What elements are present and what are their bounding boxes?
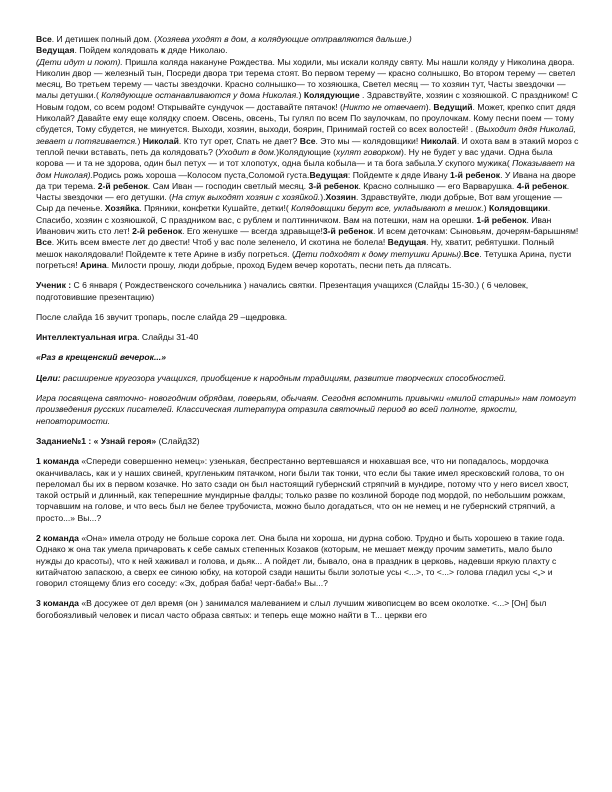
text-run: . Ну, хватит, ребятушки. Полный мешок наколядовали! Пойдемте к тете Арине в избу погреться. (: [36, 237, 555, 259]
emphasis-run: Интеллектуальная игра: [36, 332, 138, 343]
text-run: . И детишек полный дом. (: [51, 34, 157, 44]
emphasis-run: хулят говорком: [336, 146, 402, 157]
text-run: . Пряники, конфетки Кушайте, детки!(: [139, 203, 292, 214]
text-run: . И всем деточкам: Сыновьям, дочерям-барышням!: [372, 226, 579, 237]
emphasis-run: Хозяин: [325, 192, 357, 203]
text-run: ).: [320, 192, 326, 203]
emphasis-run: Николай: [420, 135, 457, 146]
emphasis-run: 1 команда: [36, 456, 79, 467]
text-run: . Здравствуйте, хозяин с хозяюшкой. С праздником! С Новым годом, со всем родом! Открывайте сундучок — доставайте пятачок! (: [36, 90, 578, 112]
emphasis-run: Ведущая: [36, 45, 75, 56]
emphasis-run: 3-й ребенок: [308, 180, 359, 191]
emphasis-run: Цели:: [36, 372, 61, 383]
emphasis-run: к: [160, 45, 166, 56]
emphasis-run: Все: [463, 248, 480, 259]
emphasis-run: Все: [36, 34, 52, 44]
paragraph: [36, 312, 580, 323]
emphasis-run: Выходит дядя Николай, зевает и потягивается.: [36, 124, 576, 146]
paragraph: [36, 533, 580, 589]
text-run: . Пойдем колядовать: [74, 45, 161, 56]
text-run: . Милости прошу, люди добрые, проход Будем вечер коротать, песни петь да плясать.: [106, 259, 452, 270]
emphasis-run: Уходит в дом.: [218, 146, 277, 157]
emphasis-run: 2-й ребенок: [132, 226, 183, 237]
paragraph-spacer: [36, 271, 580, 280]
text-run: .: [461, 248, 464, 259]
paragraph: [36, 373, 580, 384]
text-run: ): [137, 135, 143, 146]
emphasis-run: Арина: [79, 259, 107, 270]
emphasis-run: 3 команда: [36, 598, 79, 609]
text-run: . Может, крепко спит дядя Николай? Давайте ему еще колядку споем. Овсень, овсень, Ты гулял по всем По заулочкам, по проулочкам. Кому песни поем — тому сбудется, Тому сбудется, не минуется. Выходи, хозяин, выходи, боярин, Принимай гостей со всех волостей! . (: [36, 101, 576, 135]
text-run: . У Ивана на дворе да три терема.: [36, 169, 576, 191]
emphasis-run: Хозяйка: [104, 203, 140, 214]
paragraph-spacer: [36, 384, 580, 393]
paragraph: [36, 456, 580, 524]
text-run: . И охота вам в этакий мороз с теплой печки вставать, петь да колядовать? (: [36, 135, 579, 157]
text-run: Пришла коляда накануне Рождества. Мы ходили, мы искали коляду святу. Мы нашли коляду у Николина двора. Николин двор — железный тын, Посреди двора три терема стоят. Во первом терему — красно солнышко, Во втором терему — светел месяц, Во третьем терему — часты звездочки. Красно солнышко— то хозяюшка, Светел месяц — то хозяин тут, Часты звездочки — малы детушки.(: [36, 56, 576, 101]
paragraph-spacer: [36, 447, 580, 456]
paragraph: [36, 598, 580, 621]
text-run: С 6 января ( Рождественского сочельника ) начались святки. Презентация учащихся (Слайды 15-30.) ( 6 человек, подготовившие презентацию): [36, 280, 529, 302]
text-run: . Спасибо, хозяин с хозяюшкой, С праздником вас, с рублем и полтинничком. Вам на потешки, нам на орешки.: [36, 203, 551, 225]
paragraph-spacer: [36, 427, 580, 436]
paragraph-spacer: [36, 589, 580, 598]
text-run: . Часты звездочки — его детушки. (: [36, 180, 570, 203]
emphasis-run: Дети подходят к дому тетушки Арины): [294, 248, 462, 259]
paragraph: [36, 436, 580, 447]
emphasis-run: Ученик :: [36, 280, 72, 291]
emphasis-run: «Раз в крещенский вечерок...»: [36, 352, 166, 363]
emphasis-run: Колядующие: [303, 90, 360, 101]
emphasis-run: На стук выходят хозяин с хозяйкой.: [171, 192, 321, 203]
emphasis-run: Ведущий: [433, 101, 473, 112]
emphasis-run: расширение кругозора учащихся, приобщение к народным традициям, развитие творческих способностей.: [60, 372, 507, 383]
text-run: . Кто тут орет, Спать не дает?: [178, 135, 300, 146]
text-run: )Колядующие (: [276, 146, 337, 157]
text-run: . Тетушка Арина, пусти погреться!: [36, 248, 572, 270]
emphasis-run: 1-й ребенок: [476, 214, 527, 225]
emphasis-run: Ведущая: [387, 237, 427, 248]
emphasis-run: 3-й ребенок: [322, 226, 373, 237]
text-run: ). Ну не будет у вас удачи. Одна была корова — и та не здорова, один был петух — и тот хлопотух, одна была кобыла— и та бога забыла.У скупого мужика(: [36, 146, 553, 169]
text-run: дяде Николаю.: [165, 45, 228, 56]
emphasis-run: Ведущая: [309, 169, 348, 180]
emphasis-run: Все: [299, 135, 316, 146]
emphasis-run: 4-й ребенок: [516, 180, 567, 191]
text-run: «В досужее от дел время (он ) занимался малеванием и слыл лучшим живописцем во всем околотке. <...> [Он] был богобоязливый человек и писал часто образа святых: и теперь еще можно найти в Т... церкви его: [36, 598, 547, 620]
text-run: . Жить всем вместе лет до двести! Чтоб у вас поле зеленело, И скотина не болела!: [51, 237, 388, 248]
emphasis-run: Игра посвящена святочно- новогодним обрядам, поверьям, обычаям. Сегодня вспомнить привычки «милой старины» нам помогут произведения русских писателей. Классическая литература отразила святочный период во всей полноте, яркости, неповторимости.: [36, 393, 577, 426]
text-run: . Сам Иван — господин светлый месяц.: [147, 180, 309, 191]
text-run: После слайда 16 звучит тропарь, после слайда 29 –щедровка.: [36, 311, 288, 322]
text-run: (Слайд32): [156, 435, 200, 446]
paragraph-spacer: [36, 524, 580, 533]
text-run: . Здравствуйте, люди добрые, Вот вам угощение — Сыр да печенье.: [36, 192, 563, 214]
emphasis-run: Все: [36, 237, 52, 248]
emphasis-run: Показывает на дом Николая).: [36, 158, 575, 180]
paragraph: [36, 280, 580, 303]
text-run: ).: [425, 101, 434, 112]
emphasis-run: 2 команда: [36, 532, 79, 543]
paragraph: [36, 57, 580, 272]
paragraph: [36, 393, 580, 427]
text-run: . Слайды 31-40: [137, 332, 199, 343]
emphasis-run: 2-й ребенок: [97, 180, 148, 191]
text-run: «Спереди совершенно немец»: узенькая, беспрестанно вертевшаяся и нюхавшая все, что ни попадалось, мордочка оканчивалась, как и у наших свиней, кругленьким пятачком, ноги были так тонки, что если бы такие имел яресковский голова, то он переломал бы их в первом козачке. Но зато сзади он был настоящий губернский стряпчий в мундире, потому что у него висел хвост, такой острый и длинный, как теперешние мундирные фалды; только разве по козлиной бороде под мордой, по небольшим рожкам, торчавшим на голове, и что весь был не белее трубочиста, можно было догадаться, что он не немец и не губернский стряпчий, а просто...» Вы...?: [36, 456, 569, 523]
emphasis-run: Колядовщики: [488, 203, 548, 214]
paragraph: [36, 352, 580, 363]
emphasis-run: Колядующие останавливаются у дома Николая.: [101, 90, 299, 101]
text-run: ): [483, 203, 489, 214]
emphasis-run: Николай: [142, 135, 179, 146]
paragraph: [36, 332, 580, 343]
text-run: . Иван Иванович жить сто лет!: [36, 214, 552, 237]
text-run: . Красно солнышко — его Варварушка.: [358, 180, 517, 191]
paragraph-spacer: [36, 364, 580, 373]
emphasis-run: (Дети идут и поют).: [36, 56, 123, 67]
paragraph: [36, 34, 580, 45]
text-run: : Пойдемте к дяде Ивану: [347, 169, 451, 180]
text-run: «Она» имела отроду не больше сорока лет. Она была ни хороша, ни дурна собою. Трудно и быть хорошею в такие года. Однако ж она так умела причаровать к себе самых степенных Козаков (которым, не мешает между прочим заметить, мало было нужды до красоты), что к ней хаживал и голова, и дьяк... А пойдет ли, бывало, она в праздник в церковь, надевши яркую плахту с китайчатою запаскою, а сверх ее синюю юбку, на которой сзади нашиты были золотые усы <...>, то <...> голова гладил усы <„> и говорил стоящему близ его соседу: «Эх, добрая баба! черт-баба!» Вы...?: [36, 532, 565, 589]
text-run: . Это мы — колядовщики!: [315, 135, 421, 146]
emphasis-run: Никто не отвечает: [342, 101, 426, 112]
document-page: [36, 34, 580, 621]
emphasis-run: 1-й ребенок: [450, 169, 501, 180]
paragraph-spacer: [36, 323, 580, 332]
text-run: . Его женушке — всегда здравыще!: [182, 226, 323, 237]
text-run: Родись рожь хороша —Колосом пуста,Соломой густа.: [92, 169, 310, 180]
paragraph-spacer: [36, 303, 580, 312]
emphasis-run: Задание№1 : « Узнай героя»: [36, 435, 157, 446]
text-run: ): [298, 90, 304, 101]
paragraph: [36, 45, 580, 56]
paragraph-spacer: [36, 343, 580, 352]
emphasis-run: Колядовщики берут все, укладывают в мешок.: [291, 203, 484, 214]
emphasis-run: Хозяева уходят в дом, а колядующие отправляются дальше.): [156, 34, 412, 44]
